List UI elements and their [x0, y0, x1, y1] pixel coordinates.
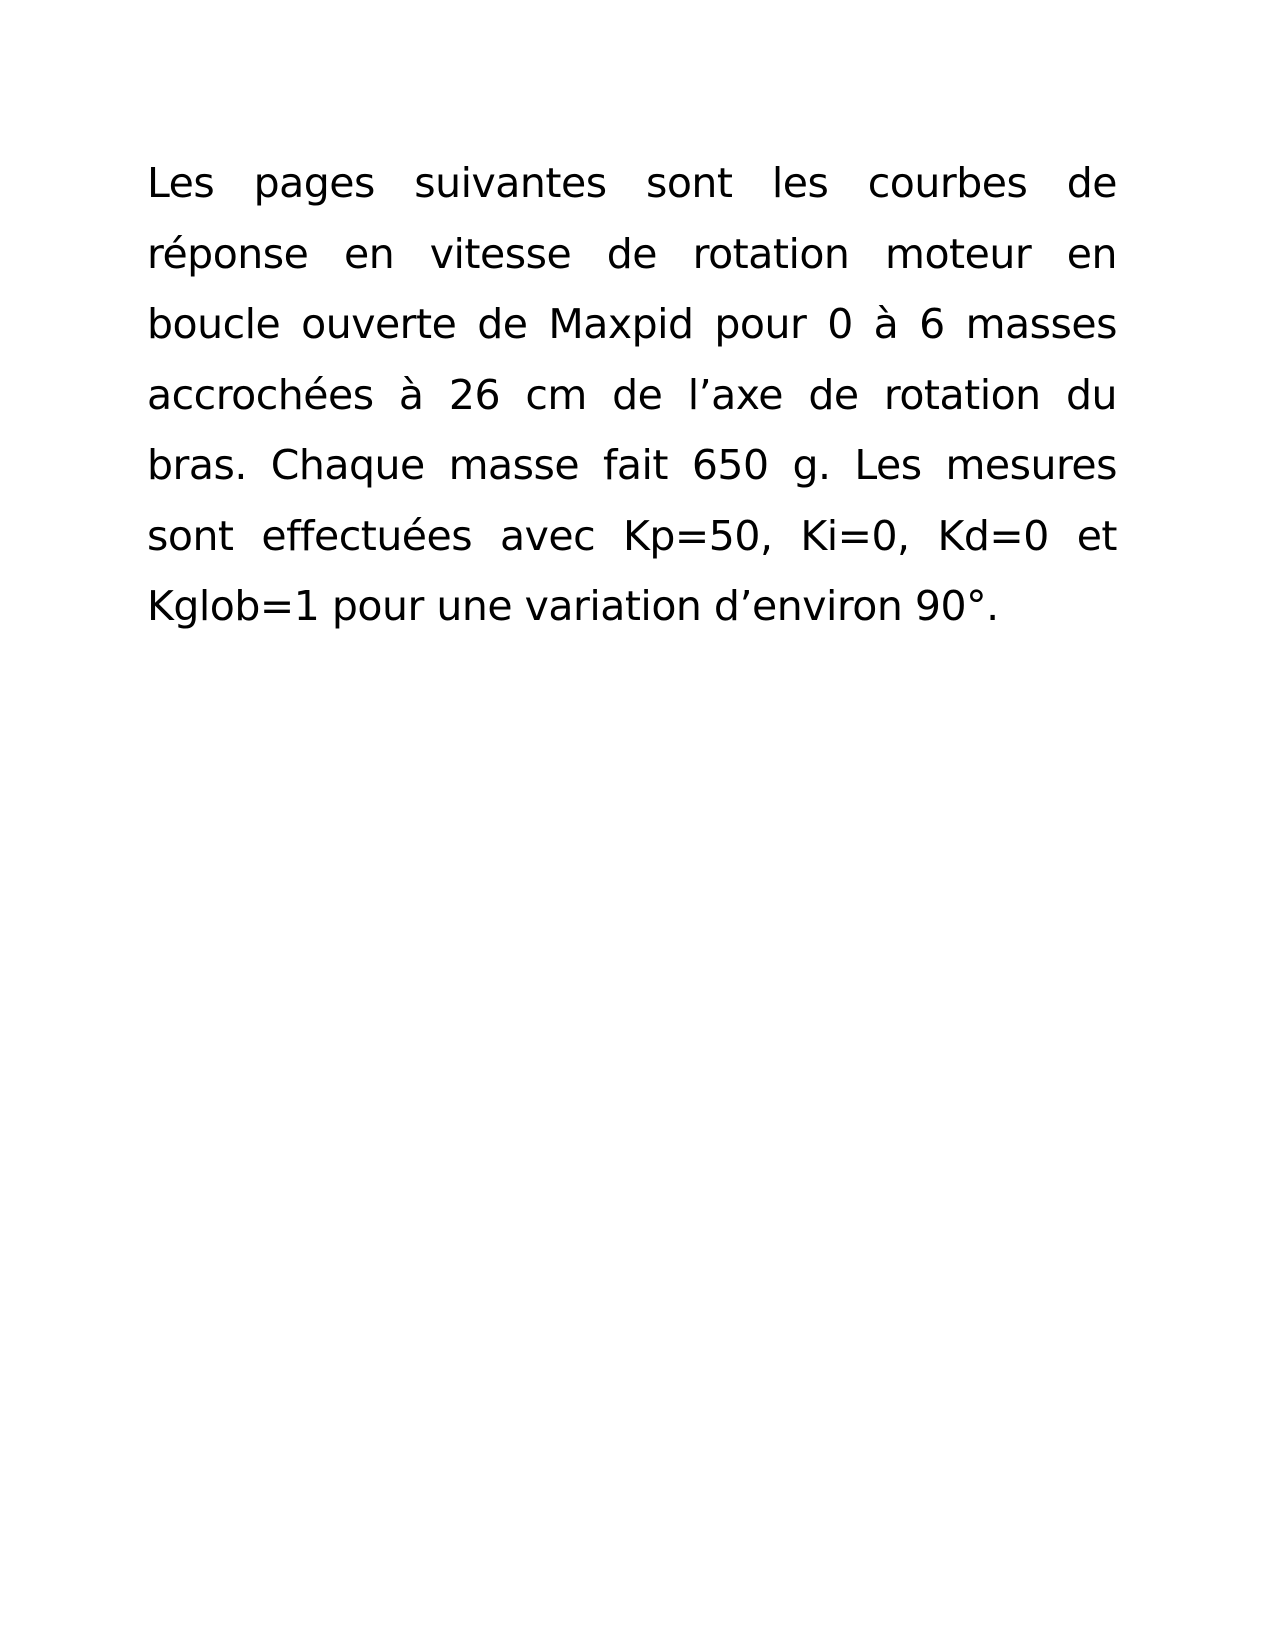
- body-paragraph: Les pages suivantes sont les courbes de réponse en vitesse de rotation moteur en boucle ouverte de Maxpid pour 0 à 6 masses accrochées à 26 cm de l’axe de rotation du bras. Chaque masse fait 650 g. Les mesures sont effectuées avec Kp=50, Ki=0, Kd=0 et Kglob=1 pour une variation d’environ 90°.: [147, 159, 1117, 630]
